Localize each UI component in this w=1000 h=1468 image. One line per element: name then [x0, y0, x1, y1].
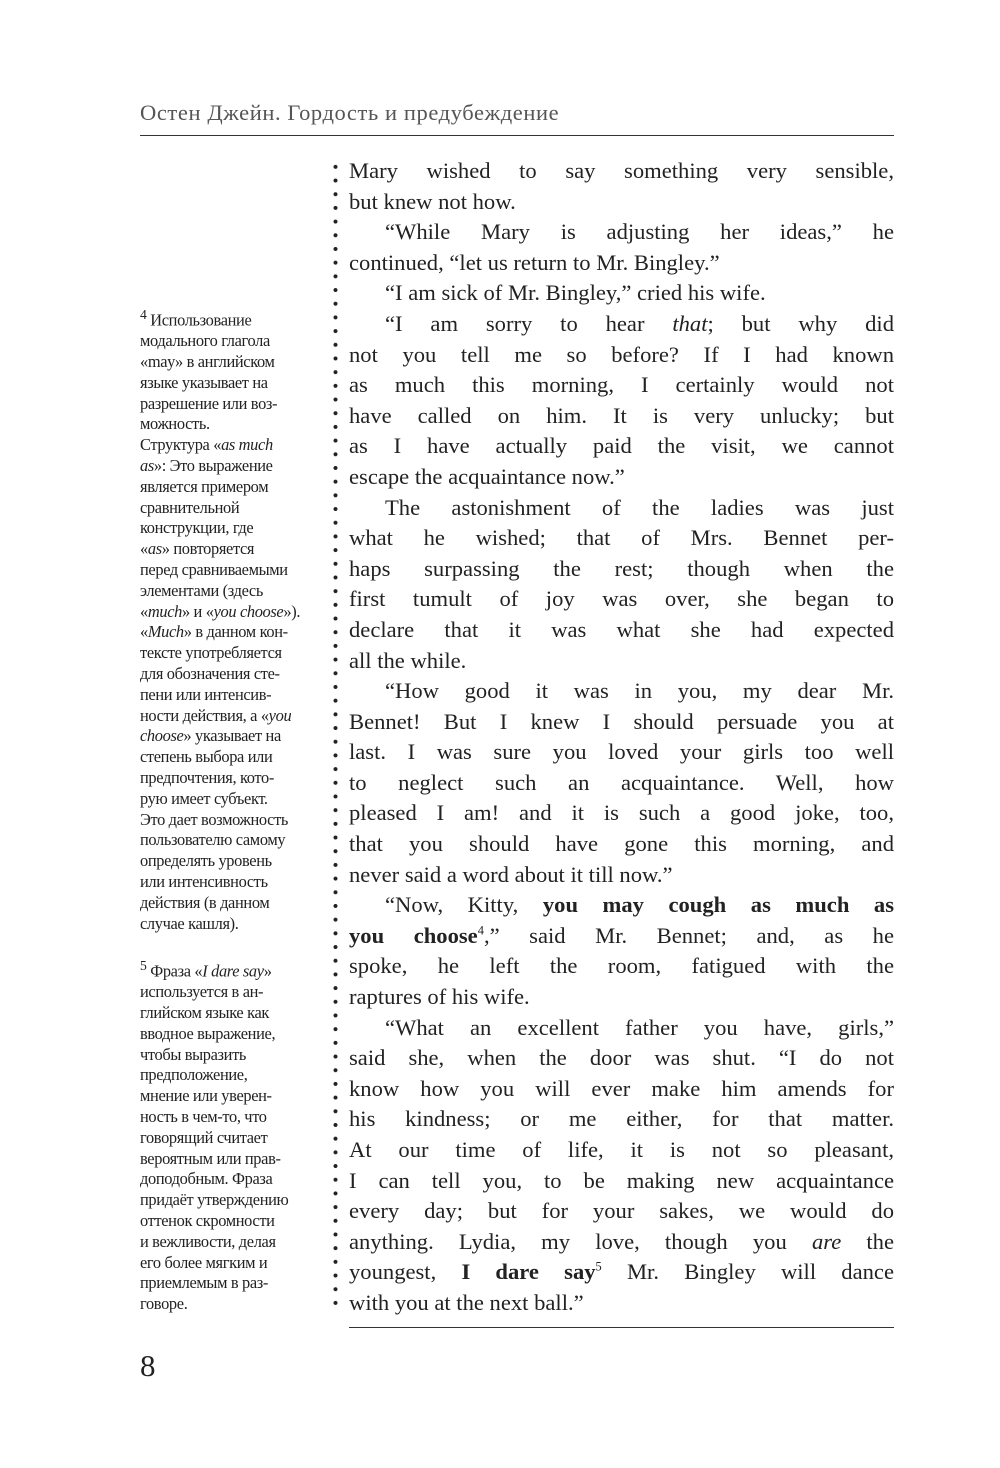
italic-text: you choose	[213, 601, 284, 621]
text-line	[349, 248, 894, 279]
text-line	[349, 493, 894, 524]
text-line	[349, 370, 894, 401]
footnote-line	[140, 664, 325, 685]
text-line	[349, 1288, 894, 1319]
text-run: предпочтения, кото-	[140, 768, 274, 787]
text-run: said she, when the door was shut. “I do not	[349, 1045, 894, 1071]
text-run: и вежливости, делая	[140, 1231, 276, 1251]
text-run: » указывает на	[183, 726, 281, 746]
footnote-line	[140, 602, 325, 623]
text-line	[349, 1257, 894, 1288]
text-line	[349, 1013, 894, 1044]
footnote-line	[140, 685, 325, 706]
text-run: ; but why did	[707, 310, 894, 336]
text-run: рую имеет субъект.	[140, 788, 268, 808]
italic-text: as	[140, 456, 154, 476]
footnote-line	[140, 414, 325, 435]
text-run: his kindness; or me either, for that matter.	[349, 1106, 894, 1132]
text-line	[349, 278, 894, 309]
text-line	[349, 860, 894, 891]
text-run: конструкции, где	[140, 518, 254, 538]
text-run: модального глагола	[140, 331, 270, 351]
text-line	[349, 829, 894, 860]
text-run: not you tell me so before? If I had known	[349, 341, 894, 367]
dotted-column-divider	[333, 160, 338, 1310]
text-line	[349, 921, 894, 952]
footnote-line	[140, 1273, 325, 1294]
footnote-marker: 5	[140, 958, 147, 973]
text-run: pleased I am! and it is such a good joke, too,	[349, 800, 894, 826]
footnote-line	[140, 830, 325, 851]
text-run: youngest,	[349, 1259, 462, 1285]
text-line	[349, 951, 894, 982]
text-run: what he wished; that of Mrs. Bennet per-	[349, 525, 894, 551]
italic-text: Much	[147, 622, 184, 642]
text-run: ,” said Mr. Bennet; and, as he	[483, 922, 894, 948]
text-run: to neglect such an acquaintance. Well, how	[349, 769, 894, 795]
text-run: »).	[283, 601, 301, 621]
text-run: declare that it was what she had expected	[349, 616, 894, 642]
running-header: Остен Джейн. Гордость и предубеждение	[140, 100, 560, 125]
text-run: as much this morning, I certainly would not	[349, 372, 894, 398]
text-run: «	[140, 601, 148, 621]
footnote-line	[140, 435, 325, 456]
text-run: говорящий считает	[140, 1127, 268, 1147]
footnote-line	[140, 1065, 325, 1086]
text-run: Bennet! But I knew I should persuade you at	[349, 708, 894, 734]
italic-text: as much	[221, 435, 273, 455]
text-line	[349, 707, 894, 738]
text-run: all the while.	[349, 647, 467, 673]
footnote-line	[140, 914, 325, 935]
text-run: escape the acquaintance now.”	[349, 463, 625, 489]
text-run: “I am sorry to hear	[385, 310, 673, 336]
footer-rule	[349, 1327, 894, 1328]
text-run: мнение или уверен-	[140, 1086, 272, 1106]
italic-text: as	[147, 539, 162, 559]
footnote-line	[140, 726, 325, 747]
text-run: языке указывает на	[140, 372, 268, 392]
text-run: “How good it was in you, my dear Mr.	[385, 678, 894, 704]
text-run: «	[140, 539, 148, 559]
footnote-line	[140, 1294, 325, 1315]
text-line	[349, 768, 894, 799]
text-run: Это дает возможность	[140, 809, 289, 829]
text-run: является примером	[140, 476, 269, 496]
text-run: with you at the next ball.”	[349, 1289, 584, 1315]
footnote-line	[140, 872, 325, 893]
text-run: сравнительной	[140, 497, 240, 517]
text-run: Mr. Bingley will dance	[601, 1259, 894, 1285]
footnote-line	[140, 518, 325, 539]
text-run: “I am sick of Mr. Bingley,” cried his wife.	[385, 280, 766, 306]
text-line	[349, 584, 894, 615]
text-run: Использование	[146, 310, 252, 330]
footnote-line	[140, 305, 325, 331]
text-run: используется в ан-	[140, 982, 264, 1002]
footnote-line	[140, 956, 325, 982]
text-line	[349, 523, 894, 554]
text-run: вероятным или прав-	[140, 1148, 281, 1168]
footnote-5	[140, 956, 325, 1315]
footnote-line	[140, 982, 325, 1003]
bold-text: you may cough as much as	[542, 892, 895, 918]
text-run: as I have actually paid the visit, we cannot	[349, 433, 894, 459]
bold-text: you choose	[349, 922, 478, 948]
text-line	[349, 1074, 894, 1105]
text-run: Mary wished to say something very sensible,	[349, 158, 894, 183]
text-line	[349, 1135, 894, 1166]
text-run: »: Это выражение	[153, 456, 273, 476]
text-run: его более мягким и	[140, 1252, 268, 1272]
text-run: определять уровень	[140, 851, 272, 871]
footnote-line	[140, 622, 325, 643]
text-line	[349, 462, 894, 493]
text-run: “What an excellent father you have, girls,”	[385, 1014, 894, 1040]
header-rule	[140, 135, 894, 136]
text-run: Структура «	[140, 435, 222, 455]
text-line	[349, 890, 894, 921]
text-run: The astonishment of the ladies was just	[385, 494, 894, 520]
text-line	[349, 340, 894, 371]
text-line	[349, 554, 894, 585]
text-run: чтобы выразить	[140, 1044, 247, 1064]
text-line	[349, 187, 894, 218]
text-run: raptures of his wife.	[349, 984, 530, 1010]
text-line	[349, 431, 894, 462]
italic-text: I dare say	[202, 961, 264, 981]
text-line	[349, 1166, 894, 1197]
text-run: continued, “let us return to Mr. Bingley.”	[349, 249, 720, 275]
text-run: тексте употребляется	[140, 643, 282, 663]
footnote-marker: 4	[477, 923, 484, 938]
text-run: пользователю самому	[140, 830, 286, 850]
footnote-line	[140, 331, 325, 352]
text-run: last. I was sure you loved your girls too well	[349, 739, 894, 765]
footnote-line	[140, 498, 325, 519]
footnote-line	[140, 581, 325, 602]
italic-text: that	[672, 310, 708, 336]
text-run: know how you will ever make him amends for	[349, 1075, 894, 1101]
text-run: but knew not how.	[349, 188, 516, 214]
text-line	[349, 798, 894, 829]
footnote-4	[140, 305, 325, 934]
text-line	[349, 401, 894, 432]
text-run: At our time of life, it is not so pleasant,	[349, 1137, 894, 1162]
footnote-line	[140, 706, 325, 727]
footnote-line	[140, 477, 325, 498]
footnote-line	[140, 1086, 325, 1107]
italic-text: are	[811, 1228, 842, 1254]
footnote-line	[140, 643, 325, 664]
text-run: перед сравниваемыми	[140, 560, 288, 580]
text-run: never said a word about it till now.”	[349, 861, 673, 887]
footnote-line	[140, 1190, 325, 1211]
footnote-line	[140, 1149, 325, 1170]
text-run: случае кашля).	[140, 913, 239, 933]
bold-text: I dare say	[461, 1259, 596, 1285]
text-run: ности действия, а «	[140, 705, 269, 725]
text-line	[349, 156, 894, 187]
footnote-line	[140, 539, 325, 560]
text-run: «	[140, 622, 148, 642]
footnote-line	[140, 1211, 325, 1232]
text-line	[349, 615, 894, 646]
footnote-marker: 5	[595, 1259, 602, 1274]
text-run: пени или интенсив-	[140, 684, 272, 704]
text-line	[349, 309, 894, 340]
footnote-line	[140, 1003, 325, 1024]
text-run: the	[841, 1228, 894, 1254]
footnote-line	[140, 1128, 325, 1149]
footnote-line	[140, 352, 325, 373]
text-run: ность в чем-то, что	[140, 1107, 267, 1127]
text-run: » повторяется	[161, 539, 255, 559]
main-text	[349, 156, 894, 1319]
footnote-line	[140, 560, 325, 581]
text-run: степень выбора или	[140, 747, 273, 767]
text-line	[349, 646, 894, 677]
text-line	[349, 1196, 894, 1227]
text-run: предположение,	[140, 1065, 248, 1085]
text-run: » и «	[181, 601, 214, 621]
footnote-line	[140, 394, 325, 415]
text-run: действия (в данном	[140, 892, 270, 912]
text-line	[349, 737, 894, 768]
text-run: доподобным. Фраза	[140, 1169, 273, 1189]
text-run: можность.	[140, 414, 210, 434]
footnote-line	[140, 893, 325, 914]
footnote-line	[140, 456, 325, 477]
text-run: говоре.	[140, 1294, 188, 1314]
text-line	[349, 1043, 894, 1074]
text-run: first tumult of joy was over, she began to	[349, 586, 894, 612]
text-run: вводное выражение,	[140, 1023, 276, 1043]
text-run: “While Mary is adjusting her ideas,” he	[385, 219, 894, 245]
text-run: приемлемым в раз-	[140, 1273, 268, 1293]
text-run: have called on him. It is very unlucky; but	[349, 402, 894, 428]
page-number: 8	[140, 1348, 156, 1383]
text-line	[349, 217, 894, 248]
italic-text: you	[268, 705, 292, 725]
text-run: “Now, Kitty,	[385, 892, 543, 918]
footnote-line	[140, 1253, 325, 1274]
text-run: Фраза «	[146, 961, 203, 981]
text-run: для обозначения сте-	[140, 664, 280, 684]
text-run: придаёт утверждению	[140, 1190, 289, 1210]
footnote-line	[140, 1169, 325, 1190]
footnote-line	[140, 1045, 325, 1066]
text-line	[349, 1104, 894, 1135]
footnote-line	[140, 1024, 325, 1045]
footnote-line	[140, 747, 325, 768]
text-run: every day; but for your sakes, we would do	[349, 1198, 894, 1224]
text-run: that you should have gone this morning, and	[349, 831, 894, 857]
italic-text: choose	[140, 726, 184, 746]
text-run: или интенсивность	[140, 871, 268, 891]
footnote-line	[140, 810, 325, 831]
text-run: оттенок скромности	[140, 1211, 275, 1231]
italic-text: much	[147, 601, 182, 621]
text-run: » в данном кон-	[183, 622, 288, 642]
footnote-line	[140, 1107, 325, 1128]
text-run: haps surpassing the rest; though when the	[349, 555, 894, 581]
text-run: I can tell you, to be making new acquaintance	[349, 1167, 894, 1193]
footnote-marker: 4	[140, 307, 147, 322]
text-line	[349, 1227, 894, 1258]
text-run: «may» в английском	[140, 352, 275, 372]
text-run: глийском языке как	[140, 1003, 269, 1023]
text-line	[349, 676, 894, 707]
footnote-line	[140, 1232, 325, 1253]
text-run: spoke, he left the room, fatigued with the	[349, 953, 894, 979]
text-run: разрешение или воз-	[140, 393, 278, 413]
text-run: »	[263, 961, 272, 981]
text-line	[349, 982, 894, 1013]
footnote-line	[140, 851, 325, 872]
footnote-line	[140, 789, 325, 810]
text-run: элементами (здесь	[140, 580, 263, 600]
footnote-line	[140, 373, 325, 394]
text-run: anything. Lydia, my love, though you	[349, 1228, 812, 1254]
footnote-line	[140, 768, 325, 789]
